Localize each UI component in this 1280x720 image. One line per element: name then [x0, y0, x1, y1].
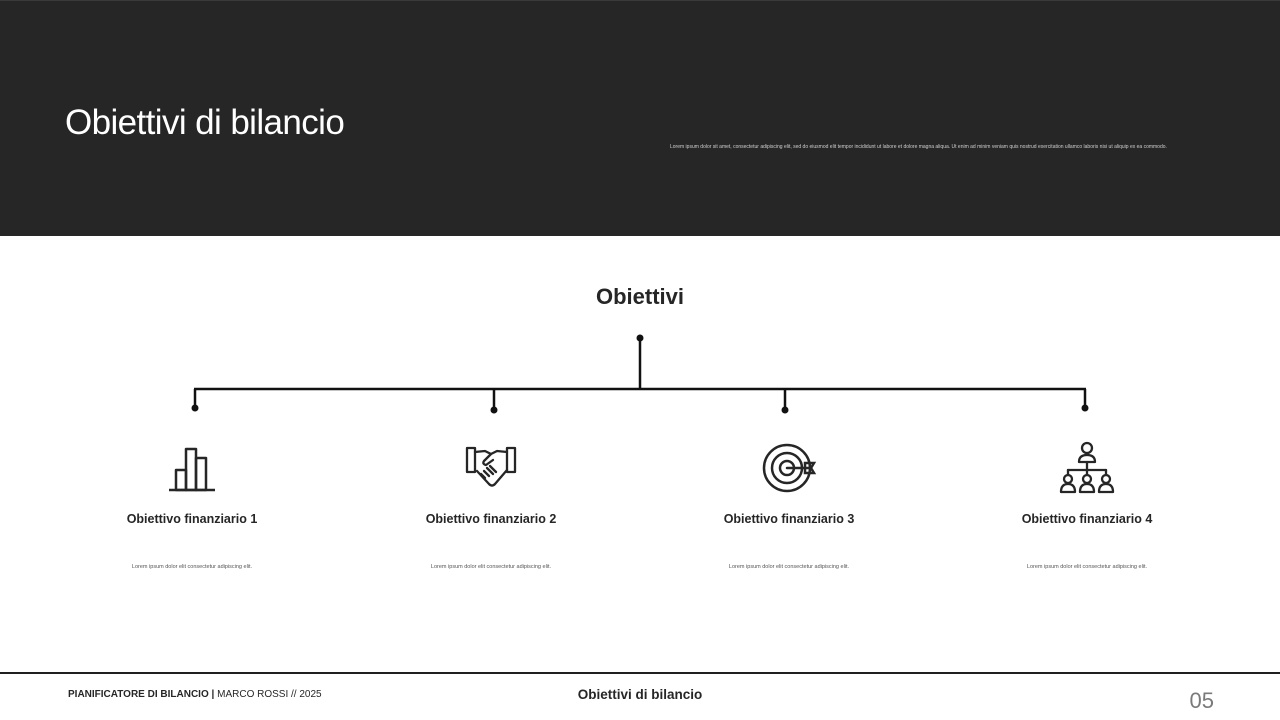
goal-description: Lorem ipsum dolor elit consectetur adipiscing elit.	[131, 564, 253, 570]
goal-description: Lorem ipsum dolor elit consectetur adipiscing elit.	[1026, 564, 1148, 570]
section-title: Obiettivi	[595, 284, 684, 309]
goal-card-3	[679, 440, 899, 570]
page-number: 05	[1189, 688, 1214, 713]
footer-separator: |	[211, 689, 215, 700]
target-icon	[759, 440, 819, 496]
header-description: Lorem ipsum dolor sit amet, consectetur adipiscing elit, sed do eiusmod elit tempor incididunt ut labore et dolore magna aliqua. Ut enim ad minim veniam quis nostrud exercitation ullamco laboris nisi ut aliquip ex ea commodo.	[670, 144, 1167, 150]
goal-title: Obiettivo finanziario 3	[723, 512, 855, 526]
goal-title: Obiettivo finanziario 4	[1021, 512, 1153, 526]
handshake-icon	[461, 440, 521, 496]
goal-description: Lorem ipsum dolor elit consectetur adipiscing elit.	[430, 564, 552, 570]
goal-title: Obiettivo finanziario 1	[126, 512, 258, 526]
goal-title: Obiettivo finanziario 2	[425, 512, 557, 526]
footer-year: // 2025	[291, 689, 322, 700]
footer-title: Obiettivi di bilancio	[577, 687, 703, 702]
branch-node-dot-3	[782, 407, 789, 414]
bar-chart-icon	[162, 440, 222, 496]
footer-author: MARCO ROSSI	[217, 689, 289, 700]
goal-card-4	[977, 440, 1197, 570]
goal-card-1	[82, 440, 302, 570]
footer-divider	[0, 672, 1280, 674]
branch-node-dot-4	[1082, 405, 1089, 412]
footer-brand: PIANIFICATORE DI BILANCIO	[68, 689, 209, 700]
branch-node-dot-1	[192, 405, 199, 412]
org-chart-icon	[1057, 440, 1117, 496]
branch-node-dot-2	[491, 407, 498, 414]
goal-description: Lorem ipsum dolor elit consectetur adipiscing elit.	[728, 564, 850, 570]
goal-card-2	[381, 440, 601, 570]
page-title: Obiettivi di bilancio	[65, 103, 345, 142]
